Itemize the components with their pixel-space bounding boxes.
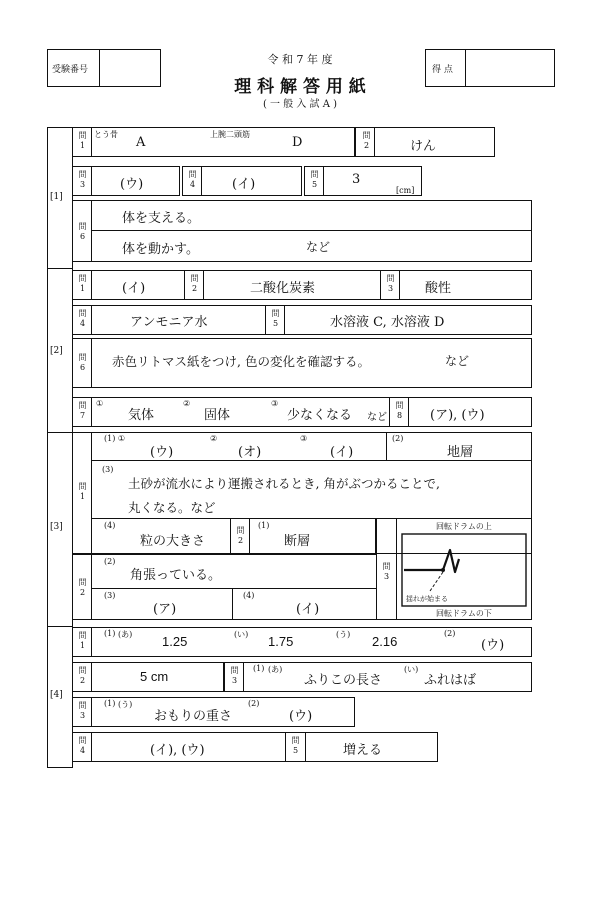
s4-q3-label: 問 3 <box>230 666 239 685</box>
s4-q4-divider <box>91 732 92 762</box>
s3-q1-3-mark: (3) <box>102 465 114 474</box>
s4-q3-1-u-num: (1) <box>104 699 116 708</box>
s2-q7-mark1: ① <box>96 399 104 408</box>
s3-q1-divider <box>91 432 92 554</box>
s3-q2-3-divider <box>232 588 233 620</box>
s3-q1-1-mark3: ③ <box>300 434 308 443</box>
s2-q3-left <box>380 270 381 300</box>
s1-q3-label: 問 3 <box>78 170 87 189</box>
s2-q5-answer[interactable]: 水溶液 C, 水溶液 D <box>330 315 445 330</box>
s4-q1-1-a[interactable]: 1.25 <box>162 634 188 649</box>
s4-q1-divider <box>91 627 92 657</box>
s2-q8-answer[interactable]: (ア), (ウ) <box>430 408 485 423</box>
sections-bottom-rule <box>47 767 72 768</box>
s2-q7-nado: など <box>367 412 387 423</box>
s2-q4-answer[interactable]: アンモニア水 <box>130 315 208 330</box>
s4-q4-answer[interactable]: (イ), (ウ) <box>150 743 205 758</box>
onset-point <box>441 568 445 572</box>
s3-q1-2-mark: (2) <box>392 434 404 443</box>
score-field[interactable] <box>466 50 554 86</box>
s1-q5-unit: [cm] <box>396 186 415 195</box>
s2-q8-left <box>389 397 390 427</box>
s4-q2-divider <box>91 662 92 692</box>
exam-number-field[interactable] <box>100 50 160 86</box>
s3-q1-label: 問 1 <box>78 482 87 501</box>
s3-q1-4-answer[interactable]: 粒の大きさ <box>140 534 206 549</box>
s3-q1-1-answer1[interactable]: (ウ) <box>150 445 174 460</box>
s4-row1 <box>72 627 532 657</box>
s4-q1-1-u[interactable]: 2.16 <box>372 634 398 649</box>
s3-q1-2-left <box>386 432 387 460</box>
section-divider-1 <box>47 268 72 269</box>
s3-q2-label: 問 2 <box>78 578 87 597</box>
s3-q2-1-divider <box>249 518 250 554</box>
s1-q6-nado: など <box>306 240 331 254</box>
s2-q7-divider <box>91 397 92 427</box>
section-3-label: [3] <box>50 522 63 532</box>
s4-q1-1-i[interactable]: 1.75 <box>268 634 294 649</box>
section-2-label: [2] <box>50 346 63 356</box>
s1-q1-divider <box>91 127 92 157</box>
s3-q1-1-answer2[interactable]: (オ) <box>238 445 262 460</box>
s3-q1-4-mark: (4) <box>104 521 116 530</box>
s2-q6-nado: など <box>445 354 470 368</box>
s1-q4-label: 問 4 <box>188 170 197 189</box>
s1-q1-answer-b[interactable]: D <box>292 135 303 150</box>
s2-q6-answer[interactable]: 赤色リトマス紙をつけ, 色の変化を確認する。 <box>112 354 370 369</box>
s4-q1-1-a-mark: (あ) <box>118 630 133 639</box>
s4-q4-label: 問 4 <box>78 736 87 755</box>
s2-q8-label: 問 8 <box>395 401 404 420</box>
section-divider-3 <box>47 626 72 627</box>
s2-q6-divider <box>91 338 92 388</box>
s3-q2-3-mark: (3) <box>104 591 116 600</box>
s1-q3-answer[interactable]: (ウ) <box>120 177 144 192</box>
s4-q3-1-a-mark: (あ) <box>268 665 283 674</box>
s4-q5-answer[interactable]: 増える <box>343 743 383 758</box>
s2-q6-label: 問 6 <box>78 353 87 372</box>
s2-q5-label: 問 5 <box>271 309 280 328</box>
s4-q1-1-u-mark: (う) <box>336 630 351 639</box>
s4-q3-1-i-mark: (い) <box>404 665 419 674</box>
s4-q1-1-mark: (1) <box>104 629 116 638</box>
era-year: 令 和 7 年 度 <box>267 53 333 66</box>
s4-q1-1-i-mark: (い) <box>234 630 249 639</box>
s4-q3-1-i[interactable]: ふれはば <box>424 673 477 688</box>
s4-q1-2-mark: (2) <box>444 629 456 638</box>
s3-q2-2-mark: (2) <box>104 557 116 566</box>
s3-q2-3-answer[interactable]: (ア) <box>153 602 177 617</box>
s1-q1-sub-a: とう骨 <box>94 130 118 139</box>
s4-q2-answer[interactable]: 5 cm <box>140 669 169 684</box>
s2-q3-divider <box>399 270 400 300</box>
s2-q5-left <box>265 305 266 335</box>
s1-q2-answer[interactable]: けん <box>410 139 437 154</box>
s2-q2-left <box>184 270 185 300</box>
s1-q3-divider <box>91 166 92 196</box>
s3-q2-4-mark: (4) <box>243 591 255 600</box>
s1-q1-label: 問 1 <box>78 131 87 150</box>
s2-q4-label: 問 4 <box>78 309 87 328</box>
s2-q7-answer3[interactable]: 少なくなる <box>287 408 353 423</box>
s1-q1-sub-b: 上腕二頭筋 <box>210 130 250 139</box>
s4-q5-left <box>285 732 286 762</box>
s4-row3-divider <box>91 697 92 727</box>
s2-q2-label: 問 2 <box>190 274 199 293</box>
sections-top-rule <box>47 127 72 128</box>
sections-left-rule <box>47 127 48 768</box>
s2-q7-answer2[interactable]: 固体 <box>204 408 231 423</box>
s4-q2-label: 問 2 <box>78 666 87 685</box>
drum-top-label: 回転ドラムの上 <box>436 522 492 531</box>
s1-q4-answer[interactable]: (イ) <box>232 177 256 192</box>
s4-q3-label-b: 問 3 <box>78 701 87 720</box>
s3-q2-midline <box>91 588 377 589</box>
s3-q3-label: 問 3 <box>382 562 391 581</box>
s1-q2-divider <box>374 127 375 157</box>
s1-q6-divider <box>91 200 92 262</box>
s2-q4-divider <box>91 305 92 335</box>
s3-q3-divider <box>396 518 397 620</box>
s2-q2-answer[interactable]: 二酸化炭素 <box>250 281 316 296</box>
s3-q1-3-line1[interactable]: 土砂が流水により運搬されるとき, 角がぶつかることで, <box>128 476 440 491</box>
seismic-trace <box>404 550 459 572</box>
s2-q7-mark2: ② <box>183 399 191 408</box>
s4-q3-1-u[interactable]: おもりの重さ <box>154 709 233 724</box>
s2-q2-divider <box>203 270 204 300</box>
page-title: 理 科 解 答 用 紙 <box>234 77 366 97</box>
s3-q2-block <box>72 554 377 620</box>
s3-q2-divider <box>91 554 92 620</box>
s4-q3-2-answer[interactable]: (ウ) <box>289 709 313 724</box>
s3-q2-2-answer[interactable]: 角張っている。 <box>130 568 222 583</box>
s2-q1-divider <box>91 270 92 300</box>
drum-onset-note: 揺れが始まる <box>406 595 448 603</box>
s1-q6-line2[interactable]: 体を動かす。 <box>122 242 199 257</box>
s4-q3-1-a[interactable]: ふりこの長さ <box>304 673 383 688</box>
s1-q5-divider <box>323 166 324 196</box>
section-4-label: [4] <box>50 690 63 700</box>
s2-q3-label: 問 3 <box>386 274 395 293</box>
exam-number-label: 受験番号 <box>52 65 89 75</box>
s1-q1-answer-a[interactable]: A <box>136 135 146 150</box>
s4-q3-2-mark: (2) <box>248 699 260 708</box>
s2-q7-label: 問 7 <box>78 401 87 420</box>
s3-q1-row1-line <box>91 460 532 461</box>
s4-row4 <box>72 732 438 762</box>
s4-q1-2-answer[interactable]: (ウ) <box>481 638 505 653</box>
s3-q1-1-answer3[interactable]: (イ) <box>330 445 354 460</box>
s3-q1-3-line2[interactable]: 丸くなる。など <box>128 500 216 515</box>
s2-q7-mark3: ③ <box>271 399 279 408</box>
s1-q6-label: 問 6 <box>78 222 87 241</box>
s1-q4-divider <box>201 166 202 196</box>
s3-q1-1-mark2: ② <box>210 434 218 443</box>
s3-q2-1-mark: (1) <box>258 521 270 530</box>
s4-q1-label: 問 1 <box>78 631 87 650</box>
page-subtitle: ( 一 般 入 試 A ) <box>262 99 338 110</box>
s4-q3-1-mark: (1) <box>253 664 265 673</box>
s3-q2-4-answer[interactable]: (イ) <box>296 602 320 617</box>
s1-q5-label: 問 5 <box>310 170 319 189</box>
drum-bottom-label: 回転ドラムの下 <box>436 609 492 618</box>
score-label: 得 点 <box>432 65 453 75</box>
s4-q5-divider <box>305 732 306 762</box>
s2-q5-divider <box>284 305 285 335</box>
s3-q1-1-mark: (1) ① <box>104 434 126 443</box>
s4-q3-divider <box>243 662 244 692</box>
s2-q3-answer[interactable]: 酸性 <box>425 281 452 296</box>
s1-q2-label: 問 2 <box>362 131 371 150</box>
section-divider-2 <box>47 432 72 433</box>
s4-q3-1-u-mark: (う) <box>118 700 133 709</box>
onset-pointer <box>430 572 443 591</box>
s2-q7-answer1[interactable]: 気体 <box>128 408 155 423</box>
section-1-label: [1] <box>50 192 63 202</box>
s1-q6-line1[interactable]: 体を支える。 <box>122 211 201 226</box>
s2-q1-label: 問 1 <box>78 274 87 293</box>
s2-q1-answer[interactable]: (イ) <box>122 281 146 296</box>
s3-q2-label-top: 問 2 <box>236 526 245 545</box>
s3-q1-2-answer[interactable]: 地層 <box>447 445 474 460</box>
s3-q2-1-answer[interactable]: 断層 <box>284 534 311 549</box>
s1-q5-answer[interactable]: 3 <box>352 172 361 187</box>
s2-q8-divider <box>408 397 409 427</box>
s1-q6-midline <box>91 230 532 231</box>
s4-q5-label: 問 5 <box>291 736 300 755</box>
